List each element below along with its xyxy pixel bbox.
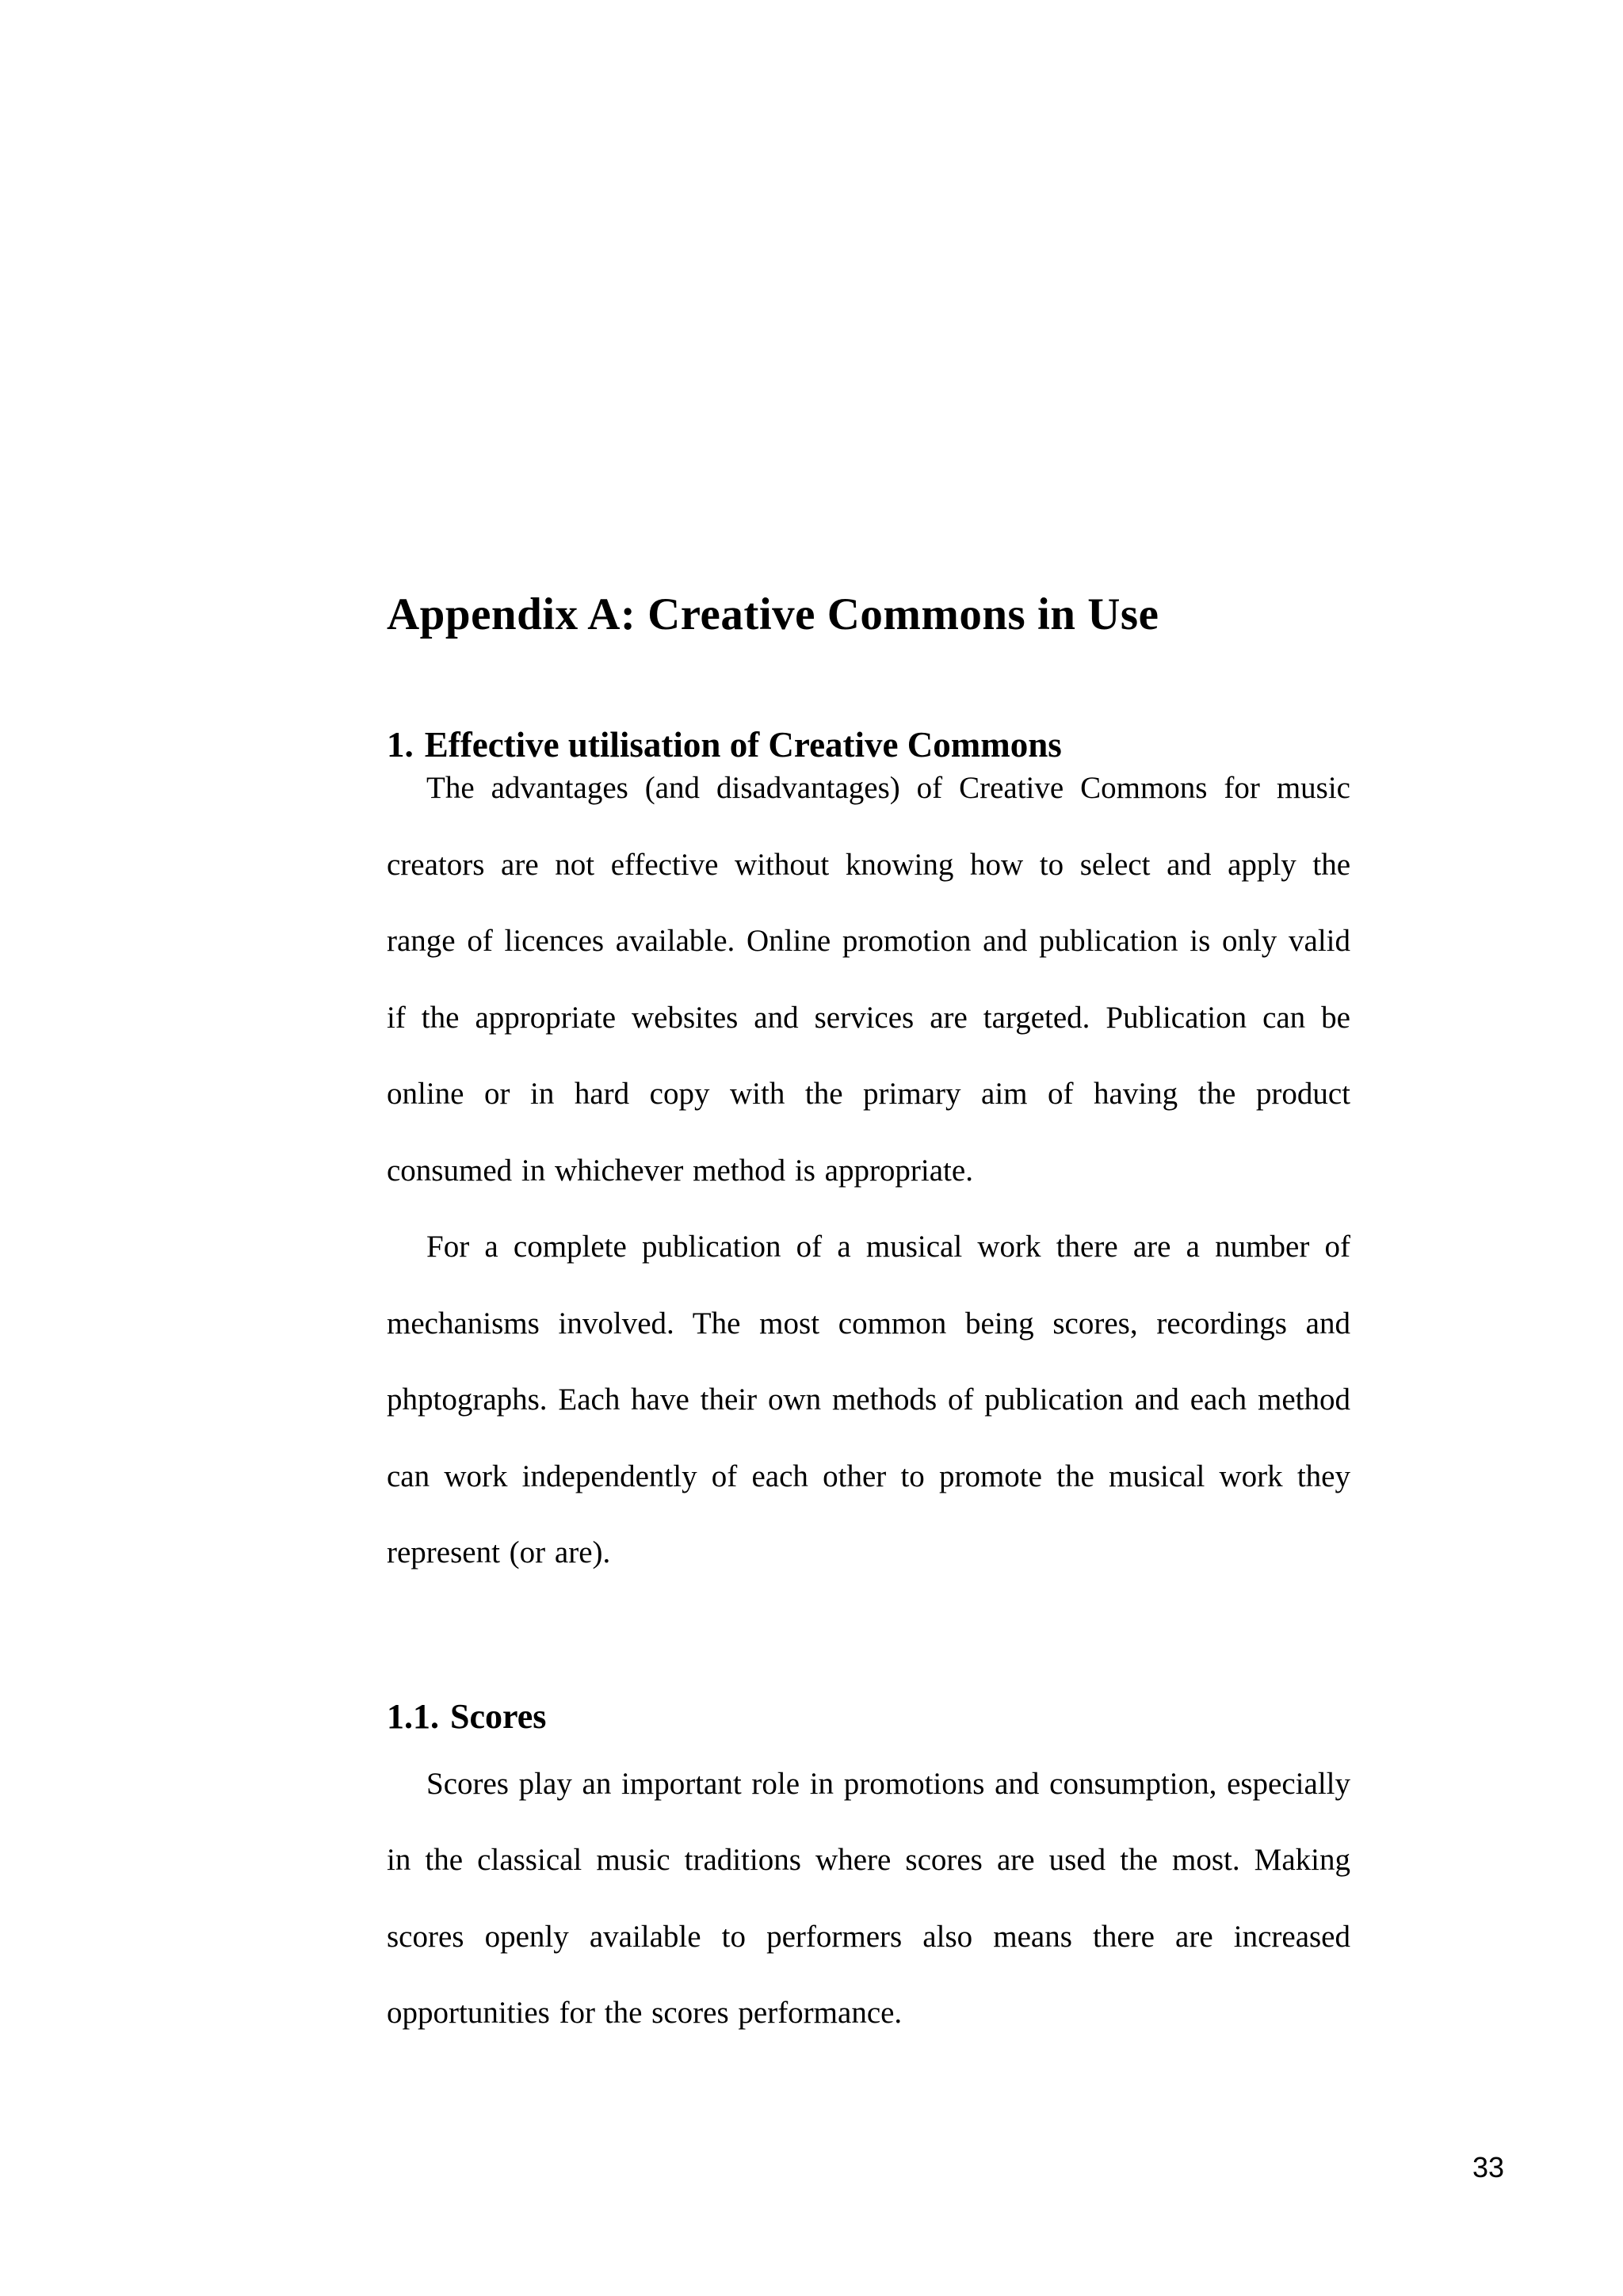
subsection-heading [387, 1695, 1350, 1738]
section-number: 1. [387, 725, 414, 765]
appendix-title: Appendix A: Creative Commons in Use [387, 589, 1159, 639]
page-number: 33 [1472, 2151, 1505, 2183]
subsection-number: 1.1. [387, 1696, 439, 1736]
text-column [387, 590, 1350, 2052]
paragraph: The advantages (and disadvantages) of Creative Commons for music creators are not effective without knowing how to select and apply the range of licences available. Online promotion and publication is only valid if the appropriate websites and services are targeted. Publication can be online or in hard copy with the primary aim of having the product consumed in whichever method is appropriate. [387, 771, 1350, 1188]
section-title: Effective utilisation of Creative Commons [424, 725, 1062, 765]
paragraph: Scores play an important role in promotions and consumption, especially in the classical music traditions where scores are used the most. Making scores openly available to performers also means there are increased opportunities for the scores performance. [387, 1766, 1350, 2030]
paragraph: For a complete publication of a musical work there are a number of mechanisms involved. The most common being scores, recordings and phptographs. Each have their own methods of publication and each method can work independently of each other to promote the musical work they represent (or are). [387, 1230, 1350, 1569]
subsection-title: Scores [450, 1696, 547, 1736]
